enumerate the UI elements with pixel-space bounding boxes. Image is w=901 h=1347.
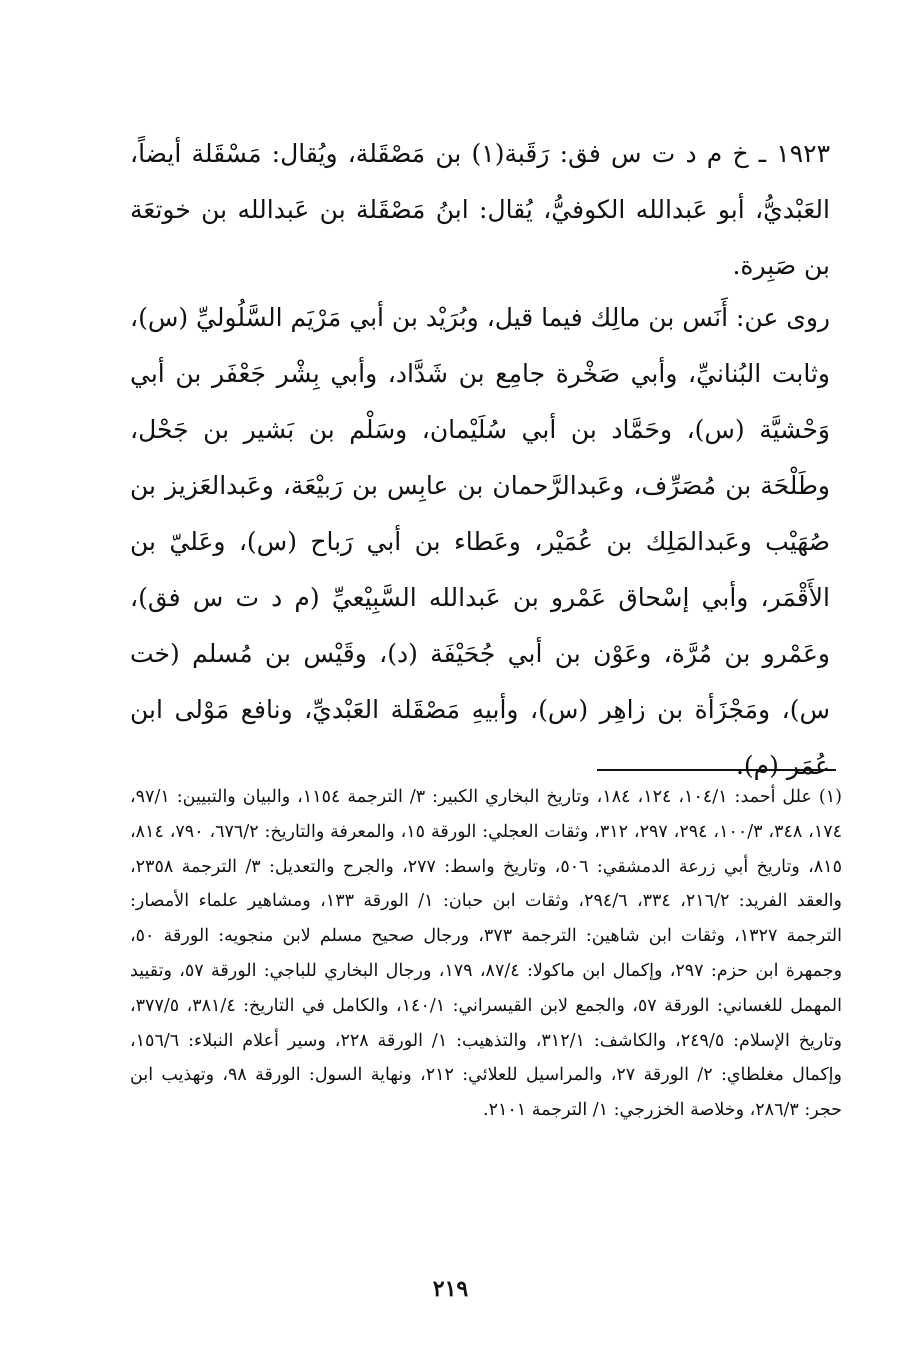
- narrators-paragraph: روى عن: أَنَس بن مالِك فيما قيل، وبُرَيْد بن أبي مَرْيَم السَّلُوليِّ (س)، وثابت البُنانيِّ، وأبي صَخْرة جامِع بن شَدَّاد، وأبي بِشْر جَعْفَر بن أبي وَحْشيَّة (س)، وحَمَّاد بن أبي سُلَيْمان، وسَلْم بن بَشير بن جَحْل، وطَلْحَة بن مُصَرِّف، وعَبدالرَّحمان بن عابِس بن رَبيْعَة، وعَبدالعَزيز بن صُهَيْب وعَبدالمَلِك بن عُمَيْر، وعَطاء بن أبي رَباح (س)، وعَليّ بن الأَقْمَر، وأبي إسْحاق عَمْرو بن عَبدالله السَّبِيْعيِّ (م د ت س فق)، وعَمْرو بن مُرَّة، وعَوْن بن أبي جُحَيْفَة (د)، وقَيْس بن مُسلم (خت س)، ومَجْزَأة بن زاهِر (س)، وأبيهِ مَصْقَلة العَبْديِّ، ونافع مَوْلى ابن عُمَر (م).: [130, 303, 830, 780]
- footnote: (١) علل أحمد: ١٠٤/١، ١٢٤، ١٨٤، وتاريخ البخاري الكبير: ٣/ الترجمة ١١٥٤، والبيان والتبيين: ٩٧/١، ١٧٤، ٣٤٨، ١٠٠/٣، ٢٩٤، ٢٩٧، ٣١٢، وثقات العجلي: الورقة ١٥، والمعرفة والتاريخ: ٦٧٦/٢، ٧٩٠، ٨١٤، ٨١٥، وتاريخ أبي زرعة الدمشقي: ٥٠٦، وتاريخ واسط: ٢٧٧، والجرح والتعديل: ٣/ الترجمة ٢٣٥٨، والعقد الفريد: ٢١٦/٢، ٣٣٤، ٢٩٤/٦، وثقات ابن حبان: ١/ الورقة ١٣٣، ومشاهير علماء الأمصار: الترجمة ١٣٢٧، وثقات ابن شاهين: الترجمة ٣٧٣، ورجال صحيح مسلم لابن منجويه: الورقة ٥٠، وجمهرة ابن حزم: ٢٩٧، وإكمال ابن ماكولا: ٨٧/٤، ١٧٩، ورجال البخاري للباجي: الورقة ٥٧، وتقييد المهمل للغساني: الورقة ٥٧، والجمع لابن القيسراني: ١٤٠/١، والكامل في التاريخ: ٣٨١/٤، ٣٧٧/٥، وتاريخ الإسلام: ٢٤٩/٥، والكاشف: ٣١٢/١، والتذهيب: ١/ الورقة ٢٢٨، وسير أعلام النبلاء: ١٥٦/٦، وإكمال مغلطاي: ٢/ الورقة ٢٧، والمراسيل للعلائي: ٢١٢، ونهاية السول: الورقة ٩٨، وتهذيب ابن حجر: ٢٨٦/٣، وخلاصة الخزرجي: ١/ الترجمة ٢١٠١.: [130, 787, 843, 1121]
- biography-entry: ١٩٢٣ ـ خ م د ت س فق: رَقَبة(١) بن مَصْقَلة، ويُقال: مَسْقَلة أيضاً، العَبْديُّ، أبو عَبدالله الكوفيُّ، يُقال: ابنُ مَصْقَلة بن عَبدالله بن خوتعَة بن صَبِرة.: [130, 139, 830, 280]
- footnote-divider: [597, 769, 836, 771]
- page-number: ٢١٩: [432, 1276, 469, 1302]
